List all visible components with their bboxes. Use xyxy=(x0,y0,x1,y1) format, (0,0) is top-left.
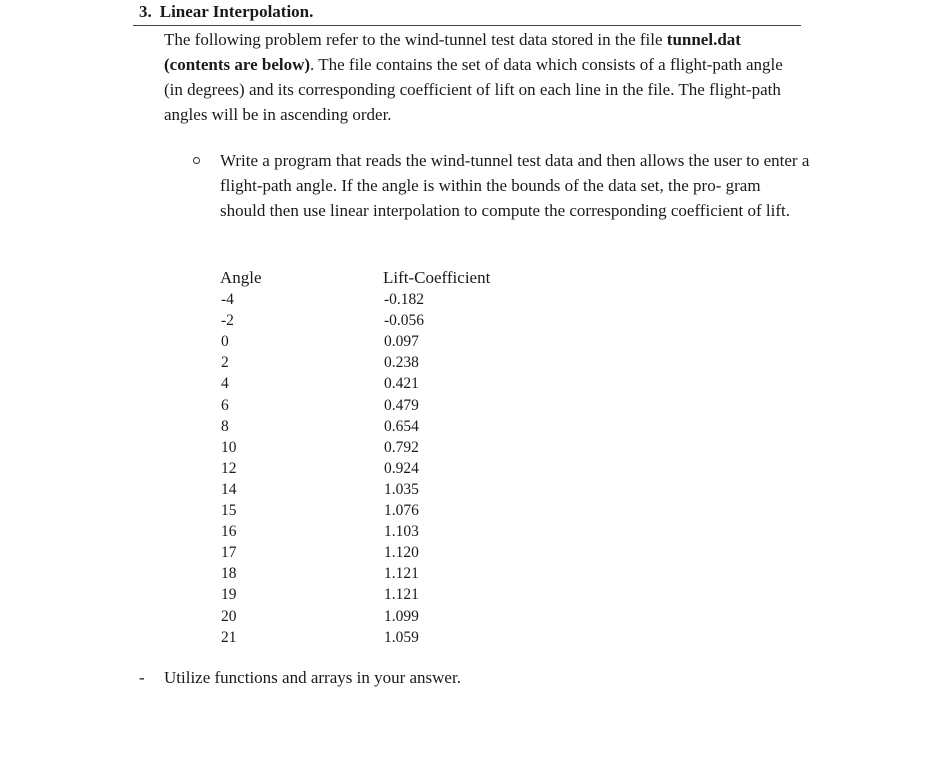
table-cell-angle: -2 xyxy=(221,312,234,330)
intro-bold-text: (contents are below) xyxy=(164,55,311,74)
table-cell-angle: 16 xyxy=(221,523,237,541)
problem-number: 3. xyxy=(139,2,152,21)
table-cell-angle: 21 xyxy=(221,628,237,646)
intro-bold-text: tunnel.dat xyxy=(666,30,741,49)
table-cell-lift-coefficient: -0.056 xyxy=(384,312,425,330)
table-cell-angle: 14 xyxy=(221,480,237,498)
table-cell-lift-coefficient: 0.421 xyxy=(384,375,419,393)
table-cell-lift-coefficient: 1.103 xyxy=(384,523,419,541)
table-cell-angle: 17 xyxy=(221,544,237,562)
table-cell-angle: -4 xyxy=(221,291,234,308)
table-cell-angle: 10 xyxy=(221,438,237,456)
table-cell-lift-coefficient: 0.097 xyxy=(384,333,419,351)
table-cell-angle: 8 xyxy=(221,417,229,435)
table-cell-angle: 15 xyxy=(221,502,237,519)
table-cell-angle: 12 xyxy=(221,459,237,477)
heading-divider xyxy=(133,25,801,26)
table-cell-lift-coefficient: 1.120 xyxy=(384,544,419,562)
table-cell-angle: 18 xyxy=(221,565,237,583)
table-cell-lift-coefficient: -0.182 xyxy=(384,291,425,308)
table-cell-lift-coefficient: 1.121 xyxy=(384,565,419,583)
table-header-lift-coefficient: Lift-Coefficient xyxy=(383,268,491,287)
intro-text: . The file contains the set of data which consists of a flight-path angle (in degrees) and its corresponding coefficient of lift on each line in the file. The flight-path angles will be in ascending order. xyxy=(164,55,783,124)
list-dash: - xyxy=(139,668,145,687)
final-note: Utilize functions and arrays in your answer. xyxy=(164,668,461,687)
table-cell-lift-coefficient: 0.654 xyxy=(384,417,419,435)
intro-text: The following problem refer to the wind-tunnel test data stored in the file xyxy=(164,30,667,49)
table-cell-angle: 6 xyxy=(221,396,229,414)
table-cell-lift-coefficient: 0.238 xyxy=(384,354,419,372)
table-cell-lift-coefficient: 1.035 xyxy=(384,480,419,498)
table-cell-angle: 20 xyxy=(221,607,237,625)
intro-paragraph xyxy=(164,27,804,127)
problem-title: Linear Interpolation. xyxy=(159,2,314,21)
table-cell-lift-coefficient: 1.076 xyxy=(384,502,419,519)
table-cell-angle: 0 xyxy=(221,333,229,351)
bullet-circle-icon xyxy=(193,157,200,164)
table-cell-lift-coefficient: 1.121 xyxy=(384,586,419,604)
table-header-angle: Angle xyxy=(220,268,262,287)
table-cell-lift-coefficient: 0.924 xyxy=(384,459,419,477)
table-cell-lift-coefficient: 0.792 xyxy=(384,438,419,456)
table-cell-angle: 19 xyxy=(221,586,237,604)
problem-heading xyxy=(139,1,313,23)
bullet-instruction: Write a program that reads the wind-tunnel test data and then allows the user to enter a flight-path angle. If the angle is within the bounds of the data set, the pro- gram should then use linear interpolation to compute the corresponding coefficient of lift. xyxy=(220,151,810,220)
table-cell-angle: 2 xyxy=(221,354,229,372)
table-cell-lift-coefficient: 0.479 xyxy=(384,396,419,414)
table-cell-angle: 4 xyxy=(221,375,229,393)
table-cell-lift-coefficient: 1.099 xyxy=(384,607,419,625)
table-cell-lift-coefficient: 1.059 xyxy=(384,628,419,646)
